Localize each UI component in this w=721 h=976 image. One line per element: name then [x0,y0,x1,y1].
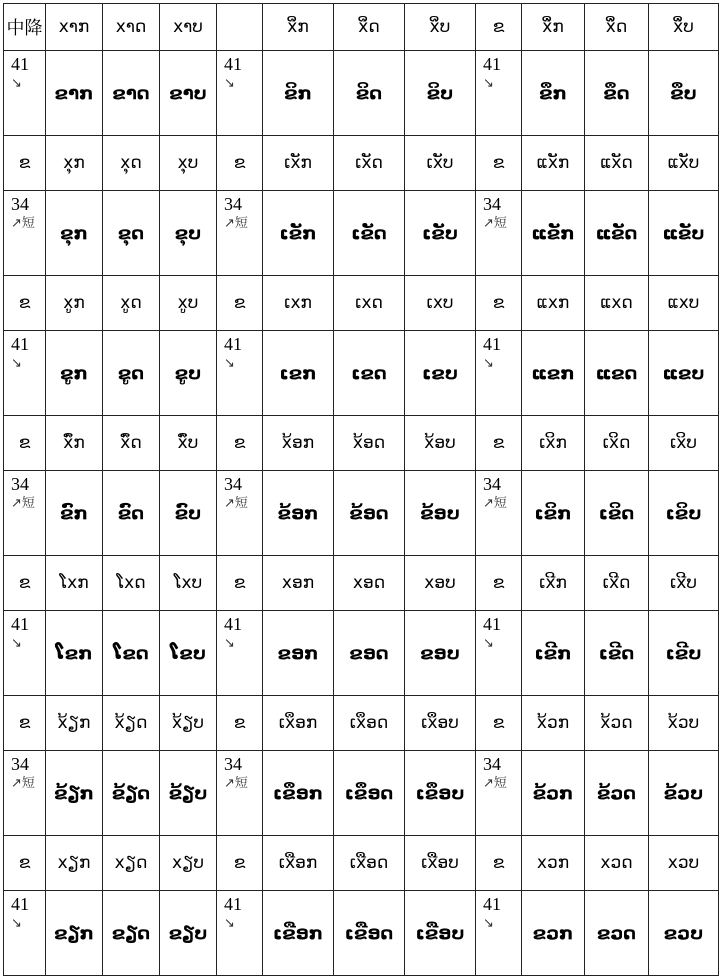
example-word: ຂວດ [585,891,649,976]
pattern-cell: x̂ົບ [160,416,217,471]
example-word: ແຂັດ [585,191,649,276]
pattern-cell: x້ວກ [522,696,585,751]
initial-cell: ຂ [217,556,263,611]
example-word: ເຂດ [334,331,405,416]
example-word: ຂວບ [649,891,719,976]
tone-arrow-icon: ↘ [11,355,22,371]
initial-cell: ຂ [476,696,522,751]
tone-number: 41 [483,894,501,914]
tone-number: 41 [11,54,29,74]
tone-cell [4,891,46,976]
pattern-cell: xາກ [46,4,103,51]
pattern-cell: x້ອບ [405,416,476,471]
example-word: ຂາບ [160,51,217,136]
pattern-cell: x̂ຶກ [522,4,585,51]
lao-syllable-tone-table [3,3,719,976]
example-word: ເຂີບ [649,611,719,696]
tone-cell [217,51,263,136]
pattern-cell: ເxກ [263,276,334,331]
example-word: ຂົກ [46,471,103,556]
tone-arrow-icon: ↗短 [11,215,35,231]
pattern-cell: ເxືອດ [334,836,405,891]
initial-cell: ຂ [217,136,263,191]
pattern-cell: xອບ [405,556,476,611]
tone-number: 41 [483,54,501,74]
example-word: ເຂິບ [649,471,719,556]
initial-cell: ຂ [4,276,46,331]
pattern-cell: ເxີກ [522,556,585,611]
pattern-cell: ແxກ [522,276,585,331]
table-body [4,4,719,976]
pattern-cell: xາດ [103,4,160,51]
pattern-cell: xູດ [103,276,160,331]
pattern-cell: xວບ [649,836,719,891]
example-word: ເຂັດ [334,191,405,276]
pattern-cell: xຽດ [103,836,160,891]
tone-cell [4,51,46,136]
pattern-cell: ເxິດ [585,416,649,471]
example-row [4,611,719,696]
tone-cell [4,191,46,276]
initial-cell: ຂ [476,836,522,891]
tone-number: 34 [224,194,242,214]
pattern-row [4,836,719,891]
tone-cell [476,751,522,836]
example-word: ຂອດ [334,611,405,696]
example-word: ຂອບ [405,611,476,696]
example-word: ເຂບ [405,331,476,416]
example-word: ຂູບ [160,331,217,416]
example-word: ຂຶກ [522,51,585,136]
initial-cell: ຂ [476,4,522,51]
tone-number: 41 [224,894,242,914]
example-word: ແຂບ [649,331,719,416]
tone-arrow-icon: ↗短 [224,215,248,231]
pattern-cell: ແxັບ [649,136,719,191]
pattern-row [4,696,719,751]
tone-arrow-icon: ↘ [11,635,22,651]
example-word: ຂ້ອກ [263,471,334,556]
pattern-cell: ເxດ [334,276,405,331]
pattern-cell: ແxັກ [522,136,585,191]
pattern-cell: x້ວດ [585,696,649,751]
tone-cell [217,891,263,976]
example-word: ຂິດ [334,51,405,136]
example-word: ຂົບ [160,471,217,556]
initial-cell: ຂ [476,556,522,611]
example-word: ຂູດ [103,331,160,416]
example-word: ແຂກ [522,331,585,416]
tone-number: 41 [11,334,29,354]
initial-cell: ຂ [4,416,46,471]
tone-cell [476,891,522,976]
example-word: ຂວກ [522,891,585,976]
pattern-cell: xອກ [263,556,334,611]
initial-cell: ຂ [476,136,522,191]
initial-cell: ຂ [4,836,46,891]
pattern-cell: x້ອດ [334,416,405,471]
example-word: ຂ້ວບ [649,751,719,836]
tone-number: 34 [11,194,29,214]
tone-number: 34 [11,754,29,774]
pattern-cell: x້ຽກ [46,696,103,751]
tone-arrow-icon: ↘ [483,355,494,371]
example-word: ເຂີດ [585,611,649,696]
example-word: ຂ້ວກ [522,751,585,836]
example-row [4,751,719,836]
tone-cell [217,611,263,696]
tone-cell [476,51,522,136]
tone-arrow-icon: ↗短 [224,775,248,791]
example-word: ໂຂກ [46,611,103,696]
tone-cell [4,331,46,416]
tone-number: 41 [224,334,242,354]
tone-number: 34 [11,474,29,494]
pattern-row [4,4,719,51]
pattern-cell: x້ຽດ [103,696,160,751]
tone-cell [217,751,263,836]
pattern-cell: xວກ [522,836,585,891]
tone-number: 34 [224,474,242,494]
example-word: ເຂືອບ [405,891,476,976]
example-word: ເຂັບ [405,191,476,276]
initial-cell: ຂ [476,276,522,331]
example-word: ຂົດ [103,471,160,556]
pattern-cell: ເxຶອບ [405,696,476,751]
example-word: ຂູກ [46,331,103,416]
tone-cell [4,751,46,836]
pattern-row [4,276,719,331]
pattern-cell: ເxັບ [405,136,476,191]
tone-arrow-icon: ↘ [483,915,494,931]
pattern-cell: x̂ິບ [405,4,476,51]
example-word: ຂຽກ [46,891,103,976]
example-word: ຂ້ອບ [405,471,476,556]
pattern-cell: ເxິບ [649,416,719,471]
tone-cell [217,331,263,416]
pattern-cell: x̂ຶດ [585,4,649,51]
pattern-cell: ເxືອກ [263,836,334,891]
pattern-cell: ໂxກ [46,556,103,611]
pattern-cell: xອດ [334,556,405,611]
example-word: ຂາດ [103,51,160,136]
initial-cell: ຂ [217,696,263,751]
example-word: ຂຸກ [46,191,103,276]
initial-cell: ຂ [4,556,46,611]
example-word: ຂຽດ [103,891,160,976]
pattern-cell: x̂ົດ [103,416,160,471]
tone-cell [476,331,522,416]
initial-cell: ຂ [476,416,522,471]
pattern-cell: ເxຶອດ [334,696,405,751]
pattern-cell: ເxີດ [585,556,649,611]
tone-arrow-icon: ↘ [224,75,235,91]
example-word: ຂຽບ [160,891,217,976]
tone-number: 41 [483,334,501,354]
tone-cell [217,191,263,276]
example-word: ເຂຶອດ [334,751,405,836]
initial-cell [217,4,263,51]
example-word: ຂຶດ [585,51,649,136]
tone-arrow-icon: ↗短 [11,495,35,511]
pattern-cell: ເxິກ [522,416,585,471]
pattern-cell: ແxບ [649,276,719,331]
pattern-cell: ເxັກ [263,136,334,191]
tone-arrow-icon: ↗短 [224,495,248,511]
example-word: ຂິບ [405,51,476,136]
example-word: ຂອກ [263,611,334,696]
tone-cell [476,611,522,696]
pattern-cell: x̂ິດ [334,4,405,51]
tone-arrow-icon: ↘ [224,635,235,651]
pattern-cell: x̂ິກ [263,4,334,51]
example-word: ໂຂບ [160,611,217,696]
example-word: ແຂັບ [649,191,719,276]
pattern-cell: xຸບ [160,136,217,191]
tone-number: 41 [483,614,501,634]
example-word: ໂຂດ [103,611,160,696]
tone-arrow-icon: ↗短 [11,775,35,791]
pattern-cell: ເxບ [405,276,476,331]
example-word: ຂ້ຽບ [160,751,217,836]
pattern-row [4,416,719,471]
example-word: ເຂືອດ [334,891,405,976]
pattern-cell: x້ວບ [649,696,719,751]
example-word: ຂ້ອດ [334,471,405,556]
tone-arrow-icon: ↘ [11,915,22,931]
tone-number: 34 [483,754,501,774]
tone-arrow-icon: ↘ [224,355,235,371]
tone-number: 41 [224,54,242,74]
pattern-row [4,556,719,611]
pattern-cell: x̂ຶບ [649,4,719,51]
example-word: ຂຸບ [160,191,217,276]
example-row [4,191,719,276]
pattern-cell: ໂxດ [103,556,160,611]
pattern-cell: xູບ [160,276,217,331]
example-word: ຂຸດ [103,191,160,276]
pattern-cell: xູກ [46,276,103,331]
pattern-cell: ແxັດ [585,136,649,191]
example-word: ເຂິກ [522,471,585,556]
tone-number: 34 [224,754,242,774]
pattern-cell: ແxດ [585,276,649,331]
pattern-cell: ເxືອບ [405,836,476,891]
pattern-cell: x້ຽບ [160,696,217,751]
tone-cell [4,471,46,556]
pattern-cell: xຸດ [103,136,160,191]
tone-arrow-icon: ↘ [483,635,494,651]
example-word: ເຂຶອກ [263,751,334,836]
pattern-cell: ເxັດ [334,136,405,191]
pattern-cell: xຽກ [46,836,103,891]
example-word: ຂ້ຽກ [46,751,103,836]
tone-arrow-icon: ↘ [224,915,235,931]
tone-number: 34 [483,194,501,214]
tone-arrow-icon: ↗短 [483,775,507,791]
tone-cell [476,471,522,556]
example-row [4,471,719,556]
example-word: ຂ້ຽດ [103,751,160,836]
example-word: ຂາກ [46,51,103,136]
pattern-cell: xາບ [160,4,217,51]
example-word: ແຂັກ [522,191,585,276]
tone-number: 34 [483,474,501,494]
pattern-cell: x̂ົກ [46,416,103,471]
tone-arrow-icon: ↘ [483,75,494,91]
pattern-cell: xວດ [585,836,649,891]
tone-cell [4,611,46,696]
pattern-cell: ເxຶອກ [263,696,334,751]
pattern-cell: x້ອກ [263,416,334,471]
example-word: ເຂກ [263,331,334,416]
pattern-cell: xຽບ [160,836,217,891]
example-word: ເຂີກ [522,611,585,696]
example-word: ເຂືອກ [263,891,334,976]
tone-cell [217,471,263,556]
example-word: ຂ້ວດ [585,751,649,836]
tone-arrow-icon: ↘ [11,75,22,91]
tone-number: 41 [11,894,29,914]
example-word: ເຂຶອບ [405,751,476,836]
example-word: ແຂດ [585,331,649,416]
example-row [4,331,719,416]
initial-cell: ຂ [4,136,46,191]
example-row [4,891,719,976]
initial-cell: ຂ [217,836,263,891]
pattern-cell: xຸກ [46,136,103,191]
tone-number: 41 [11,614,29,634]
tone-arrow-icon: ↗短 [483,495,507,511]
tone-number: 41 [224,614,242,634]
initial-cell: ຂ [217,276,263,331]
tone-arrow-icon: ↗短 [483,215,507,231]
pattern-cell: ເxີບ [649,556,719,611]
example-word: ເຂິດ [585,471,649,556]
pattern-cell: ໂxບ [160,556,217,611]
pattern-row [4,136,719,191]
example-word: ຂິກ [263,51,334,136]
tone-cell [476,191,522,276]
example-word: ຂຶບ [649,51,719,136]
example-word: ເຂັກ [263,191,334,276]
example-row [4,51,719,136]
header-label: 中降 [4,4,46,51]
initial-cell: ຂ [4,696,46,751]
initial-cell: ຂ [217,416,263,471]
